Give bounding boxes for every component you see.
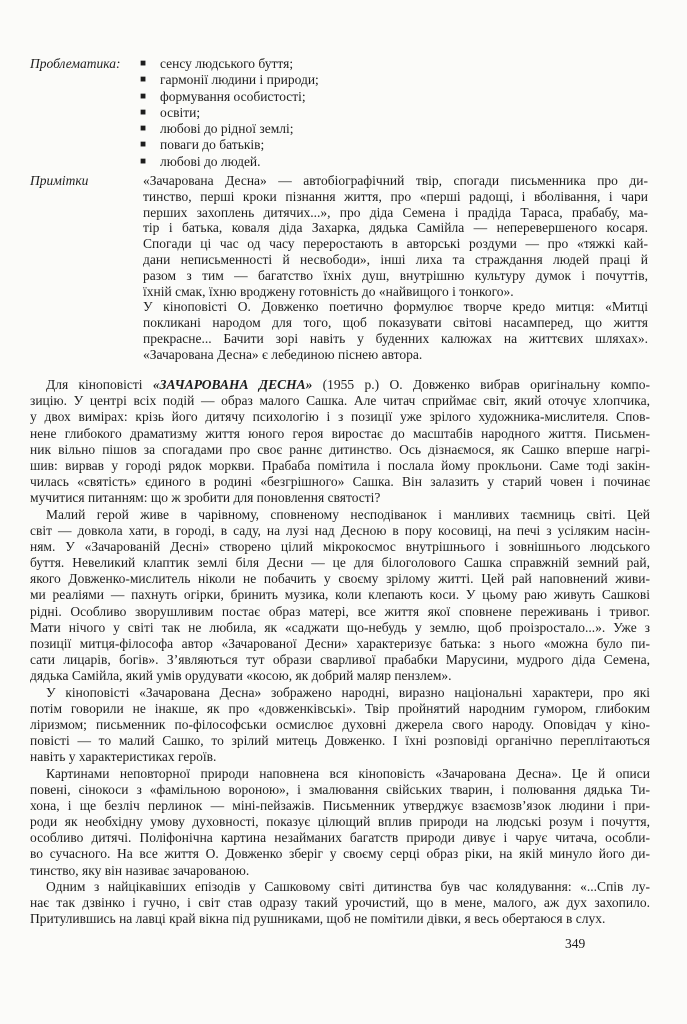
- notes-label: Примітки: [30, 173, 89, 188]
- page-number: 349: [565, 936, 586, 951]
- text-line: прекрасне... Бачити зорі навіть у буденних калюжах на життєвих шляхах».: [143, 330, 648, 346]
- text-line: ник вільно пішов за спогадами про своє раннє дитинство. Ось дізнаємося, як Сашко вперше нагрі-: [30, 441, 650, 457]
- text-line: ням. У «Зачарованій Десні» створено цілий мікрокосмос внутрішнього і зовнішнього людського: [30, 538, 650, 554]
- text-line: во сучасного. На все життя О. Довженко зберіг у своєму серці образ ріки, на якій минуло його ди-: [30, 846, 650, 862]
- list-item-text: любові до рідної землі;: [160, 121, 294, 137]
- paragraph: [30, 685, 650, 766]
- problematics-list: [140, 56, 319, 170]
- text-line: дядька Самійла, який умів орудувати «косою, як добрий маляр пензлем».: [30, 668, 452, 684]
- text-fragment: Для кіноповісті: [46, 377, 153, 392]
- list-item-text: сенсу людського буття;: [160, 56, 294, 71]
- text-line: Малий герой живе в чарівному, сповненому несподіванок і манливих таємниць світі. Цей: [46, 506, 650, 522]
- text-line: рідні. Особливо зворушливим постає образ матері, все життя якої сповнене переживань і тривог.: [30, 603, 650, 619]
- text-line: роди як необхідну умову духовності, показує цілющий вплив природи на людські розум і почуття,: [30, 814, 650, 830]
- text-line: покликані народом для того, щоб показувати світові насамперед, що життя: [143, 315, 648, 331]
- paragraph: [30, 766, 650, 879]
- text-line: якого Довженко-мислитель ніколи не побачить у своєму зрілому житті. Цей рай наповнений живи-: [30, 571, 650, 587]
- list-item: [140, 89, 319, 105]
- bullet-icon: ■: [140, 74, 147, 86]
- text-line: у двох вимірах: крізь його дитячу психологію і з позиції уже зрілого художника-мислителя. Спов-: [30, 409, 650, 425]
- text-line: тинство, перші кроки пізнання життя, про «перші радощі, і вболівання, і чари: [143, 188, 648, 204]
- text-line: Мати нічого у світі так не любила, як «саджати що-небудь у землю, щоб проізростало...». Уже з: [30, 619, 650, 635]
- list-item: [140, 154, 319, 170]
- bullet-icon: ■: [140, 155, 147, 167]
- paragraph: [30, 507, 650, 685]
- main-text: [30, 377, 650, 927]
- text-line: чилась «святість» єдиного в родині «безгрішного» Сашка. Він залазить у старий човен і починає: [30, 474, 650, 490]
- text-line: [30, 377, 650, 393]
- paragraph: [30, 377, 650, 507]
- bullet-icon: ■: [140, 139, 147, 151]
- text-line: позиції митця-філософа автор «Зачарованої Десни» характеризує батька: з нього «можна було пи-: [30, 636, 650, 651]
- text-line: ліризмом; письменник по-філософськи осмислює духовні джерела свого народу. Оповідач у кіно-: [30, 716, 650, 732]
- text-line: шив: вирвав у городі рядок моркви. Прабаба помітила і послала йому прокльони. Саме тоді закін-: [30, 457, 650, 473]
- list-item: [140, 105, 319, 121]
- text-line: У кіноповісті О. Довженко поетично формулює творче кредо митця: «Митці: [143, 299, 648, 315]
- text-line: нає так дзвінко і гучно, і світ став одразу такий урочистий, що в мене, малого, аж дух захопило.: [30, 895, 650, 910]
- text-line: навіть у характеристиках героїв.: [30, 749, 217, 765]
- text-line: тинство, яку він називає зачарованою.: [30, 862, 250, 878]
- text-line: сати лицарів, богів». З’являються тут образи сварливої прабабки Марусини, мудрого діда Семена,: [30, 652, 650, 668]
- bullet-icon: ■: [140, 123, 147, 135]
- list-item: [140, 56, 319, 72]
- text-line: повені, сінокоси з «фамільною вороною», і змалювання свійських тварин, і полювання дядька Ти-: [30, 781, 650, 797]
- text-line: повісті — то малий Сашко, то зрілий митець Довженко. І їхні розповіді органічно переплітаються: [30, 733, 650, 749]
- text-line: тір і батька, коваля діда Захарка, дядька Самійла — неперевершеного косаря.: [143, 220, 648, 236]
- list-item-text: гармонії людини і природи;: [160, 72, 319, 88]
- text-line: Притулившись на лавці край вікна під рушниками, щоб не помітили дівки, я весь обертаюся в слух.: [30, 911, 606, 927]
- text-line: Картинами неповторної природи наповнена вся кіноповість «Зачарована Десна». Це й описи: [46, 765, 650, 781]
- problematics-label: Проблематика:: [30, 56, 121, 71]
- text-line: світ — довкола хати, в городі, в саду, на лузі над Десною в пору косовиці, на печі з усіляким насін-: [30, 522, 650, 538]
- text-line: «Зачарована Десна» — автобіографічний твір, спогади письменника про ди-: [143, 173, 648, 188]
- text-fragment: (1955 р.) О. Довженко вибрав оригінальну компо-: [312, 377, 650, 392]
- text-line: У кіноповісті «Зачарована Десна» зображено народні, виразно національні характери, про які: [46, 684, 650, 700]
- bullet-icon: ■: [140, 90, 147, 102]
- text-line: нене глибокого драматизму життя юного героя виростає до масштабів народного життя. Письмен-: [30, 425, 650, 441]
- list-item: [140, 121, 319, 137]
- text-line: ми реаліями — пахнуть огірки, бринить музика, коли клепають коси. У цьому раю живуть Сашкові: [30, 587, 650, 603]
- text-line: хона, і ще безліч перлинок — міні-пейзажів. Письменник утверджує взаємозв’язок людини і при-: [30, 797, 650, 813]
- text-line: їхній смак, їхню вроджену готовність до «найвищого і тонкого».: [143, 283, 514, 299]
- bullet-icon: ■: [140, 106, 147, 118]
- list-item: [140, 137, 319, 153]
- text-line: разом з тим — багатство їхніх душ, внутрішню культуру думок і почуттів,: [143, 267, 648, 283]
- text-line: зицію. У центрі всіх подій — образ малого Сашка. Але читач сприймає світ, який оточує хлопчика,: [30, 393, 650, 409]
- text-line: Спогади ці час од часу переростають в авторські роздуми — про «тяжкі кай-: [143, 236, 648, 252]
- notes-text: [143, 173, 648, 363]
- list-item-text: любові до людей.: [160, 153, 261, 169]
- work-title: «ЗАЧАРОВАНА ДЕСНА»: [152, 377, 313, 392]
- bullet-icon: ■: [140, 58, 147, 69]
- list-item-text: формування особистості;: [160, 88, 306, 104]
- text-line: перших захоплень дитячих...», про діда Семена і прадіда Тараса, прабабу, ма-: [143, 204, 648, 220]
- text-line: буття. Невеликий клаптик землі біля Десни — це для білоголового Сашка справжній земний рай,: [30, 555, 650, 571]
- list-item-text: поваги до батьків;: [160, 137, 265, 153]
- text-line: Одним з найцікавіших епізодів у Сашковому світі дитинства був час колядування: «...Спів лу-: [46, 878, 650, 894]
- text-line: потім говорили не інакше, як про «довженківські». Твір пройнятий народним гумором, глибоким: [30, 700, 650, 716]
- list-item-text: освіти;: [160, 104, 201, 120]
- text-line: дани неписьменності й несвободи», інші лиха та страждання людей праці й: [143, 251, 648, 267]
- text-line: мучитися питанням: що ж зробити для поновлення святості?: [30, 490, 381, 506]
- text-line: «Зачарована Десна» є лебединою піснею автора.: [143, 346, 423, 362]
- paragraph: [30, 879, 650, 928]
- list-item: [140, 72, 319, 88]
- text-line: особливо дитячі. Поліфонічна картина незайманих багатств природи дивує і чарує читача, особли-: [30, 830, 650, 846]
